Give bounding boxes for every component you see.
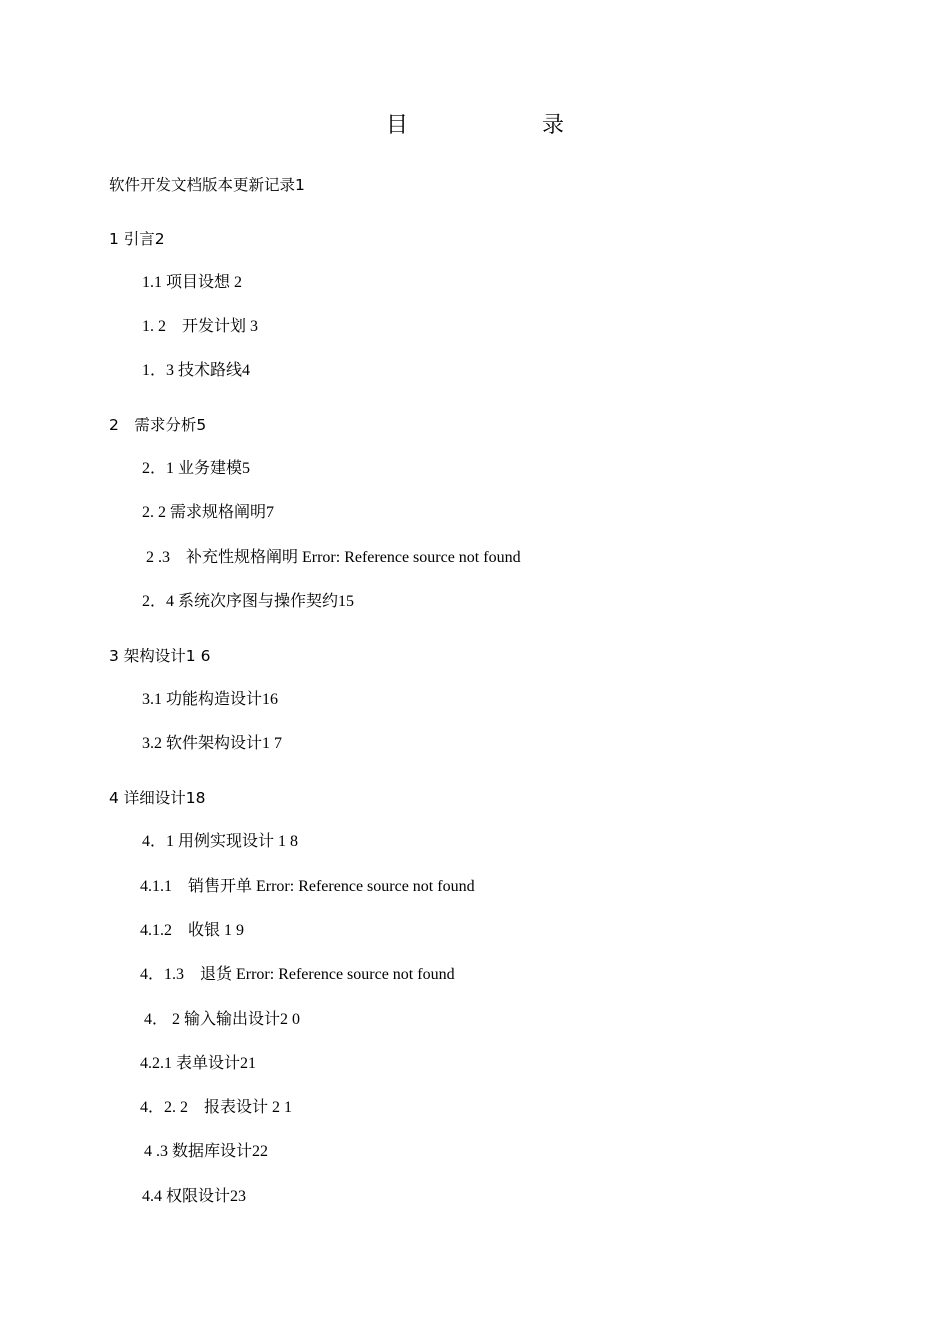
toc-entry: 1．3 技术路线4 (142, 362, 251, 379)
toc-entry: 1 引言2 (109, 230, 165, 248)
toc-entry: 1. 2 开发计划 3 (142, 318, 259, 335)
toc-entry: 4.1.1 销售开单 Error: Reference source not found (140, 878, 475, 895)
toc-entry: 4 .3 数据库设计22 (140, 1143, 269, 1160)
toc-entry: 4.4 权限设计23 (142, 1188, 247, 1205)
toc-entry: 2 需求分析5 (109, 416, 207, 434)
toc-entry: 4.2.1 表单设计21 (140, 1055, 257, 1072)
toc-entry: 2．4 系统次序图与操作契约15 (142, 593, 355, 610)
toc-entry: 4．1.3 退货 Error: Reference source not found (140, 966, 455, 983)
toc-entry: 3.1 功能构造设计16 (142, 691, 279, 708)
toc-entry: 1.1 项目设想 2 (142, 274, 243, 291)
toc-entry: 2. 2 需求规格阐明7 (142, 504, 275, 521)
toc-entry: 4．1 用例实现设计 1 8 (142, 833, 299, 850)
toc-entry: 3 架构设计1 6 (109, 647, 211, 665)
toc-entry: 2．1 业务建模5 (142, 460, 251, 477)
toc-entry: 4.1.2 收银 1 9 (140, 922, 245, 939)
toc-entry: 4．2. 2 报表设计 2 1 (140, 1099, 293, 1116)
toc-title: 目 录 (385, 113, 620, 138)
toc-entry: 2 .3 补充性规格阐明 Error: Reference source not found (142, 549, 521, 566)
toc-entry: 软件开发文档版本更新记录1 (109, 176, 305, 194)
toc-entry: 4 详细设计18 (109, 789, 206, 807)
toc-entry: 3.2 软件架构设计1 7 (142, 735, 283, 752)
toc-entry: 4． 2 输入输出设计2 0 (140, 1011, 301, 1028)
